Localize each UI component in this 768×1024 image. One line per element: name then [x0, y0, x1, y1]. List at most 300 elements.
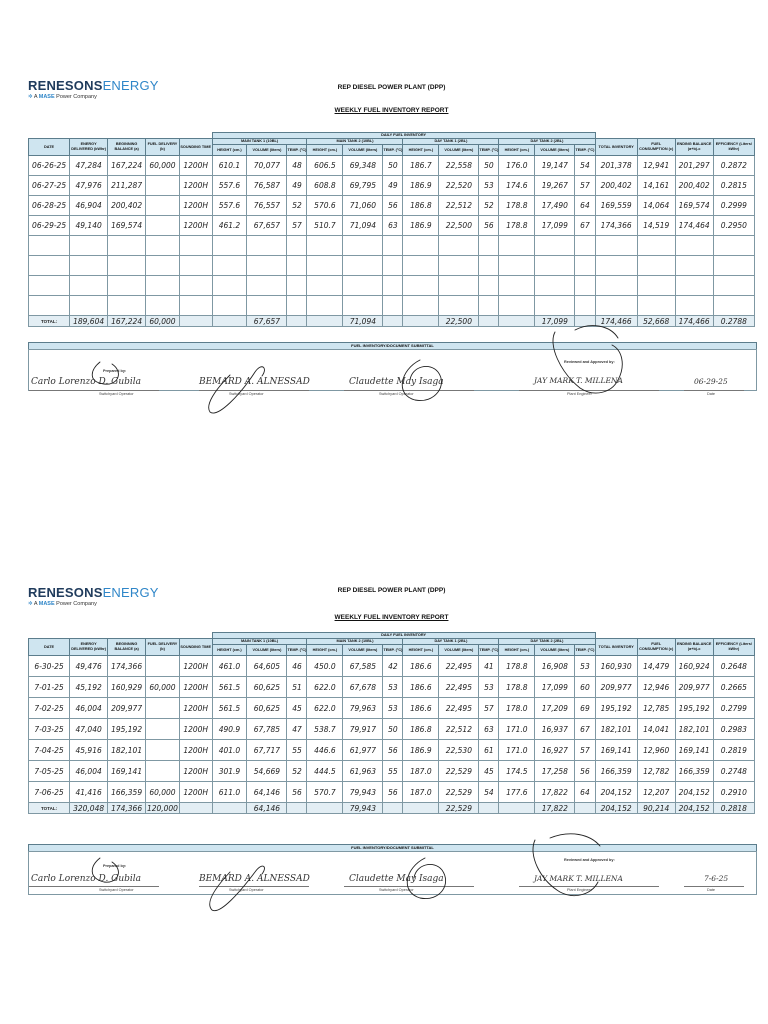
table-cell: 7-03-25: [29, 719, 70, 740]
table-cell: 1200H: [179, 656, 212, 677]
table-cell: 169,141: [595, 740, 637, 761]
table-cell: 174,366: [595, 216, 637, 236]
table-cell: 47: [287, 719, 307, 740]
table-cell: 16,908: [535, 656, 575, 677]
table-cell: 41: [479, 656, 499, 677]
table-cell: 52: [287, 761, 307, 782]
table-cell: 60,000: [146, 156, 180, 176]
table-cell: 56: [575, 761, 595, 782]
table-cell: 557.6: [212, 196, 247, 216]
table-cell: 50: [479, 156, 499, 176]
table-cell: 57: [287, 216, 307, 236]
table-cell: 0.2910: [713, 782, 754, 803]
table-cell: 22,500: [439, 216, 479, 236]
table-cell: 200,402: [675, 176, 713, 196]
table-cell: 22,520: [439, 176, 479, 196]
total-cell: 174,466: [675, 316, 713, 327]
table-cell: 14,519: [637, 216, 675, 236]
table-cell: 22,529: [439, 782, 479, 803]
table-cell: 178.0: [499, 698, 535, 719]
daily-header: DAILY FUEL INVENTORY: [212, 133, 595, 139]
total-cell: 71,094: [343, 316, 383, 327]
total-cell: 167,224: [108, 316, 146, 327]
table-cell: 171.0: [499, 719, 535, 740]
date-label: Date: [707, 888, 716, 892]
total-cell: 0.2788: [713, 316, 754, 327]
col-energy: ENERGY DELIVERED (kWhr): [70, 139, 108, 156]
table-cell: 53: [479, 176, 499, 196]
table-cell: 561.5: [212, 698, 247, 719]
prepared-by-label: Prepared by:: [103, 864, 127, 868]
table-cell: 60,000: [146, 782, 180, 803]
table-cell: 64: [575, 782, 595, 803]
table-cell: 22,529: [439, 761, 479, 782]
table-cell: 45: [479, 761, 499, 782]
table-cell: 61,963: [343, 761, 383, 782]
col-volume: VOLUME (liters): [535, 145, 575, 156]
table-cell: 46: [287, 656, 307, 677]
table-cell: 06-29-25: [29, 216, 70, 236]
table-cell: 166,359: [108, 782, 146, 803]
logo-name-accent: ENERGY: [102, 78, 159, 93]
logo-tagline-brand: MASE: [38, 94, 55, 100]
table-cell: 56: [287, 782, 307, 803]
table-cell: 79,943: [343, 782, 383, 803]
col-main-tank-2: MAIN TANK 2 (10BL): [307, 139, 403, 145]
table-cell: 69,795: [343, 176, 383, 196]
total-cell: 320,048: [70, 803, 108, 814]
logo-tagline-suffix: Power Company: [56, 601, 97, 607]
table-cell: 174.5: [499, 761, 535, 782]
table-cell: 195,192: [675, 698, 713, 719]
total-cell: 120,000: [146, 803, 178, 813]
table-cell: 14,064: [637, 196, 675, 216]
report-title: WEEKLY FUEL INVENTORY REPORT: [334, 614, 449, 621]
table-cell: 186.8: [403, 719, 439, 740]
table-cell: 69,348: [343, 156, 383, 176]
table-cell: 209,977: [675, 677, 713, 698]
col-height: HEIGHT (cm.): [403, 145, 439, 156]
table-cell: 17,490: [535, 196, 575, 216]
col-ending: ENDING BALANCE (a+b)-c: [675, 639, 713, 656]
total-label: TOTAL:: [29, 803, 70, 814]
table-cell: 16,937: [535, 719, 575, 740]
logo-name-main: RENESONS: [28, 78, 103, 93]
col-total-inventory: TOTAL INVENTORY: [595, 139, 637, 156]
table-cell: 557.6: [212, 176, 247, 196]
table-cell: 7-04-25: [29, 740, 70, 761]
approval-date: 7-6-25: [704, 874, 729, 883]
col-efficiency: EFFICIENCY (Liters/ kWhr): [713, 639, 754, 656]
table-cell: 0.2665: [713, 677, 754, 698]
table-cell: 67,785: [247, 719, 287, 740]
col-volume: VOLUME (liters): [247, 145, 287, 156]
table-cell: 0.2950: [713, 216, 754, 236]
table-cell: 63: [479, 719, 499, 740]
role-switchyard-operator: Switchyard Operator: [229, 392, 264, 396]
table-cell: 64: [575, 196, 595, 216]
table-cell: 461.0: [212, 656, 247, 677]
table-cell: 60,000: [146, 677, 180, 698]
table-cell: 166,359: [675, 761, 713, 782]
table-cell: 1200H: [179, 156, 212, 176]
table-cell: 46,904: [70, 196, 108, 216]
col-temp: TEMP. (°C): [479, 645, 499, 656]
col-sounding: SOUNDING TIME: [179, 139, 212, 156]
col-main-tank-1: MAIN TANK 1 (10BL): [212, 139, 307, 145]
col-day-tank-1: DAY TANK 1 (2BL): [403, 639, 499, 645]
table-cell: 538.7: [307, 719, 343, 740]
total-cell: 189,604: [70, 316, 108, 327]
table-cell: 1200H: [179, 740, 212, 761]
table-cell: 12,782: [637, 761, 675, 782]
table-cell: 209,977: [108, 698, 146, 719]
col-volume: VOLUME (liters): [439, 145, 479, 156]
table-cell: 1200H: [179, 216, 212, 236]
table-cell: 610.1: [212, 156, 247, 176]
table-cell: 19,147: [535, 156, 575, 176]
col-beginning: BEGINNING BALANCE (a): [108, 139, 146, 156]
table-cell: 64,146: [247, 782, 287, 803]
table-cell: 17,099: [535, 677, 575, 698]
table-cell: 561.5: [212, 677, 247, 698]
table-cell: 1200H: [179, 698, 212, 719]
col-temp: TEMP. (°C): [575, 645, 595, 656]
plant-title: REP DIESEL POWER PLANT (DPP): [337, 587, 446, 594]
signature-approver: JAY MARK T. MILLENA: [534, 376, 623, 385]
table-cell: 186.6: [403, 656, 439, 677]
col-volume: VOLUME (liters): [343, 645, 383, 656]
table-cell: 49: [287, 176, 307, 196]
table-cell: 178.8: [499, 677, 535, 698]
table-cell: 169,141: [675, 740, 713, 761]
gear-icon: ✲: [28, 601, 33, 607]
table-cell: 79,963: [343, 698, 383, 719]
table-cell: 06-28-25: [29, 196, 70, 216]
table-cell: 0.2648: [713, 656, 754, 677]
table-cell: 56: [383, 740, 403, 761]
col-date: DATE: [29, 639, 70, 656]
table-cell: 55: [287, 740, 307, 761]
col-temp: TEMP. (°C): [287, 645, 307, 656]
col-ending: ENDING BALANCE (a+b)-c: [675, 139, 713, 156]
table-cell: 17,209: [535, 698, 575, 719]
table-cell: 69: [575, 698, 595, 719]
table-cell: 182,101: [675, 719, 713, 740]
signature-prepared-1: Carlo Lorenzo D. Gubila: [31, 377, 142, 387]
table-cell: 490.9: [212, 719, 247, 740]
table-cell: 195,192: [595, 698, 637, 719]
total-cell: 22,529: [439, 803, 479, 814]
table-cell: 54,669: [247, 761, 287, 782]
table-cell: 54: [479, 782, 499, 803]
table-cell: 1200H: [179, 719, 212, 740]
col-temp: TEMP. (°C): [383, 645, 403, 656]
table-cell: 57: [575, 740, 595, 761]
table-cell: 60: [575, 677, 595, 698]
table-cell: 608.8: [307, 176, 343, 196]
table-cell: 186.6: [403, 698, 439, 719]
table-cell: 71,094: [343, 216, 383, 236]
table-cell: 14,161: [637, 176, 675, 196]
table-cell: 178.8: [499, 216, 535, 236]
table-cell: 7-02-25: [29, 698, 70, 719]
col-day-tank-2: DAY TANK 2 (2BL): [499, 639, 595, 645]
role-switchyard-operator: Switchyard Operator: [379, 392, 414, 396]
table-cell: 71,060: [343, 196, 383, 216]
col-height: HEIGHT (cm.): [499, 145, 535, 156]
table-cell: 186.9: [403, 740, 439, 761]
table-cell: 171.0: [499, 740, 535, 761]
table-cell: 182,101: [595, 719, 637, 740]
table-cell: 169,141: [108, 761, 146, 782]
table-cell: 0.2999: [713, 196, 754, 216]
table-cell: 79,917: [343, 719, 383, 740]
table-cell: 450.0: [307, 656, 343, 677]
table-cell: 16,927: [535, 740, 575, 761]
table-cell: 76,557: [247, 196, 287, 216]
reviewed-by-label: Reviewed and Approved by:: [564, 858, 615, 862]
table-cell: 55: [383, 761, 403, 782]
table-cell: 12,785: [637, 698, 675, 719]
table-cell: 7-01-25: [29, 677, 70, 698]
table-cell: 22,512: [439, 719, 479, 740]
table-cell: 22,495: [439, 698, 479, 719]
table-cell: 169,574: [675, 196, 713, 216]
col-temp: TEMP. (°C): [383, 145, 403, 156]
report-title: WEEKLY FUEL INVENTORY REPORT: [334, 107, 449, 114]
col-date: DATE: [29, 139, 70, 156]
table-cell: 209,977: [595, 677, 637, 698]
total-cell: 17,099: [535, 316, 575, 327]
table-cell: 49,476: [70, 656, 108, 677]
approval-date: 06-29-25: [694, 377, 728, 386]
table-cell: 7-06-25: [29, 782, 70, 803]
table-cell: 45,192: [70, 677, 108, 698]
total-cell: 60,000: [146, 316, 180, 327]
table-cell: 160,924: [675, 656, 713, 677]
submittal-header: FUEL INVENTORY/DOCUMENT SUBMITTAL: [28, 844, 757, 852]
table-cell: 510.7: [307, 216, 343, 236]
table-cell: 54: [575, 156, 595, 176]
daily-header: DAILY FUEL INVENTORY: [212, 633, 595, 639]
table-cell: 7-05-25: [29, 761, 70, 782]
logo-name-accent: ENERGY: [102, 585, 159, 600]
table-cell: 22,530: [439, 740, 479, 761]
col-height: HEIGHT (cm.): [212, 145, 247, 156]
col-day-tank-2: DAY TANK 2 (2BL): [499, 139, 595, 145]
table-cell: 0.2748: [713, 761, 754, 782]
table-cell: 301.9: [212, 761, 247, 782]
table-cell: 48: [287, 156, 307, 176]
table-cell: 19,267: [535, 176, 575, 196]
table-cell: 0.2799: [713, 698, 754, 719]
prepared-by-label: Prepared by:: [103, 369, 127, 373]
table-cell: 12,960: [637, 740, 675, 761]
table-cell: 06-27-25: [29, 176, 70, 196]
table-cell: 204,152: [675, 782, 713, 803]
col-consumption: FUEL CONSUMPTION (c): [637, 139, 675, 156]
table-cell: 60,625: [247, 698, 287, 719]
col-efficiency: EFFICIENCY (Liters/ kWhr): [713, 139, 754, 156]
table-cell: 51: [287, 677, 307, 698]
table-cell: 401.0: [212, 740, 247, 761]
table-cell: 60,625: [247, 677, 287, 698]
date-label: Date: [707, 392, 716, 396]
table-cell: 160,929: [108, 677, 146, 698]
table-cell: 67,657: [247, 216, 287, 236]
table-cell: 12,941: [637, 156, 675, 176]
table-cell: 49,140: [70, 216, 108, 236]
signature-prepared-1: Carlo Lorenzo D. Gubila: [31, 874, 142, 884]
table-cell: 174,464: [675, 216, 713, 236]
table-cell: 444.5: [307, 761, 343, 782]
table-cell: 76,587: [247, 176, 287, 196]
table-cell: 186.7: [403, 156, 439, 176]
col-height: HEIGHT (cm.): [499, 645, 535, 656]
col-delivery: FUEL DELIVERY (b): [146, 139, 180, 156]
table-cell: 0.2872: [713, 156, 754, 176]
total-cell: 174,366: [108, 803, 146, 814]
table-cell: 67: [575, 719, 595, 740]
role-switchyard-operator: Switchyard Operator: [229, 888, 264, 892]
table-cell: 178.8: [499, 656, 535, 677]
table-cell: 169,559: [595, 196, 637, 216]
table-cell: 22,495: [439, 656, 479, 677]
logo-name-main: RENESONS: [28, 585, 103, 600]
table-cell: 176.0: [499, 156, 535, 176]
table-cell: 1200H: [179, 176, 212, 196]
submittal-header: FUEL INVENTORY/DOCUMENT SUBMITTAL: [28, 342, 757, 350]
table-cell: 12,207: [637, 782, 675, 803]
table-cell: 53: [479, 677, 499, 698]
col-energy: ENERGY DELIVERED (kWhr): [70, 639, 108, 656]
table-cell: 204,152: [595, 782, 637, 803]
logo-tagline-prefix: A: [33, 94, 38, 100]
table-cell: 61,977: [343, 740, 383, 761]
col-volume: VOLUME (liters): [535, 645, 575, 656]
col-main-tank-1: MAIN TANK 1 (10BL): [212, 639, 307, 645]
col-temp: TEMP. (°C): [575, 145, 595, 156]
table-cell: 1200H: [179, 677, 212, 698]
table-cell: 177.6: [499, 782, 535, 803]
signature-prepared-2: BEMARD A. ALNESSAD: [199, 874, 310, 884]
signature-prepared-2: BEMARD A. ALNESSAD: [199, 377, 310, 387]
table-cell: 186.8: [403, 196, 439, 216]
signature-prepared-3: Claudette May Isaga: [349, 377, 444, 387]
table-cell: 56: [383, 196, 403, 216]
table-cell: 14,479: [637, 656, 675, 677]
plant-title: REP DIESEL POWER PLANT (DPP): [337, 84, 446, 91]
table-cell: 46,004: [70, 761, 108, 782]
table-cell: 12,946: [637, 677, 675, 698]
table-cell: 47,976: [70, 176, 108, 196]
table-cell: 53: [575, 656, 595, 677]
table-cell: 46,004: [70, 698, 108, 719]
table-cell: 63: [383, 216, 403, 236]
total-cell: 0.2818: [713, 803, 754, 814]
col-consumption: FUEL CONSUMPTION (c): [637, 639, 675, 656]
col-main-tank-2: MAIN TANK 2 (10BL): [307, 639, 403, 645]
table-cell: 570.7: [307, 782, 343, 803]
table-cell: 174,366: [108, 656, 146, 677]
table-cell: 187.0: [403, 761, 439, 782]
table-cell: 14,041: [637, 719, 675, 740]
table-cell: 200,402: [595, 176, 637, 196]
col-height: HEIGHT (cm.): [307, 145, 343, 156]
table-cell: 201,297: [675, 156, 713, 176]
col-temp: TEMP. (°C): [287, 145, 307, 156]
role-plant-engineer: Plant Engineer: [567, 888, 592, 892]
total-cell: 17,822: [535, 803, 575, 814]
logo-tagline-prefix: A: [33, 601, 38, 607]
total-cell: 79,943: [343, 803, 383, 814]
total-cell: 52,668: [637, 316, 675, 327]
table-cell: 61: [479, 740, 499, 761]
total-cell: 22,500: [439, 316, 479, 327]
role-switchyard-operator: Switchyard Operator: [99, 888, 134, 892]
col-sounding: SOUNDING TIME: [179, 639, 212, 656]
table-cell: 17,258: [535, 761, 575, 782]
table-cell: 1200H: [179, 782, 212, 803]
table-cell: 47,040: [70, 719, 108, 740]
table-cell: 1200H: [179, 761, 212, 782]
table-cell: 446.6: [307, 740, 343, 761]
reviewed-by-label: Reviewed and Approved by:: [564, 360, 615, 364]
total-cell: 204,152: [675, 803, 713, 814]
col-volume: VOLUME (liters): [439, 645, 479, 656]
table-cell: 50: [383, 719, 403, 740]
table-cell: 0.2815: [713, 176, 754, 196]
role-switchyard-operator: Switchyard Operator: [99, 392, 134, 396]
logo-tagline-suffix: Power Company: [56, 94, 97, 100]
table-cell: 42: [383, 656, 403, 677]
table-cell: 186.9: [403, 176, 439, 196]
total-cell: 64,146: [247, 803, 287, 814]
col-temp: TEMP. (°C): [479, 145, 499, 156]
table-cell: 182,101: [108, 740, 146, 761]
role-plant-engineer: Plant Engineer: [567, 392, 592, 396]
total-cell: 174,466: [595, 316, 637, 327]
table-cell: 50: [383, 156, 403, 176]
total-label: TOTAL:: [29, 316, 70, 327]
table-cell: 0.2983: [713, 719, 754, 740]
table-cell: 56: [383, 782, 403, 803]
table-cell: 622.0: [307, 698, 343, 719]
table-cell: 67,585: [343, 656, 383, 677]
role-switchyard-operator: Switchyard Operator: [379, 888, 414, 892]
total-cell: 90,214: [637, 803, 675, 814]
table-cell: 611.0: [212, 782, 247, 803]
table-cell: 186.6: [403, 677, 439, 698]
col-volume: VOLUME (liters): [247, 645, 287, 656]
table-cell: 174.6: [499, 176, 535, 196]
table-cell: 17,099: [535, 216, 575, 236]
col-delivery: FUEL DELIVERY (b): [146, 639, 180, 656]
table-cell: 70,077: [247, 156, 287, 176]
table-cell: 195,192: [108, 719, 146, 740]
col-beginning: BEGINNING BALANCE (a): [108, 639, 146, 656]
table-cell: 45: [287, 698, 307, 719]
logo-tagline-brand: MASE: [38, 601, 55, 607]
total-cell: 67,657: [247, 316, 287, 327]
table-cell: 178.8: [499, 196, 535, 216]
table-cell: 41,416: [70, 782, 108, 803]
table-cell: 187.0: [403, 782, 439, 803]
table-cell: 167,224: [108, 156, 146, 176]
table-cell: 57: [479, 698, 499, 719]
table-cell: 67,717: [247, 740, 287, 761]
